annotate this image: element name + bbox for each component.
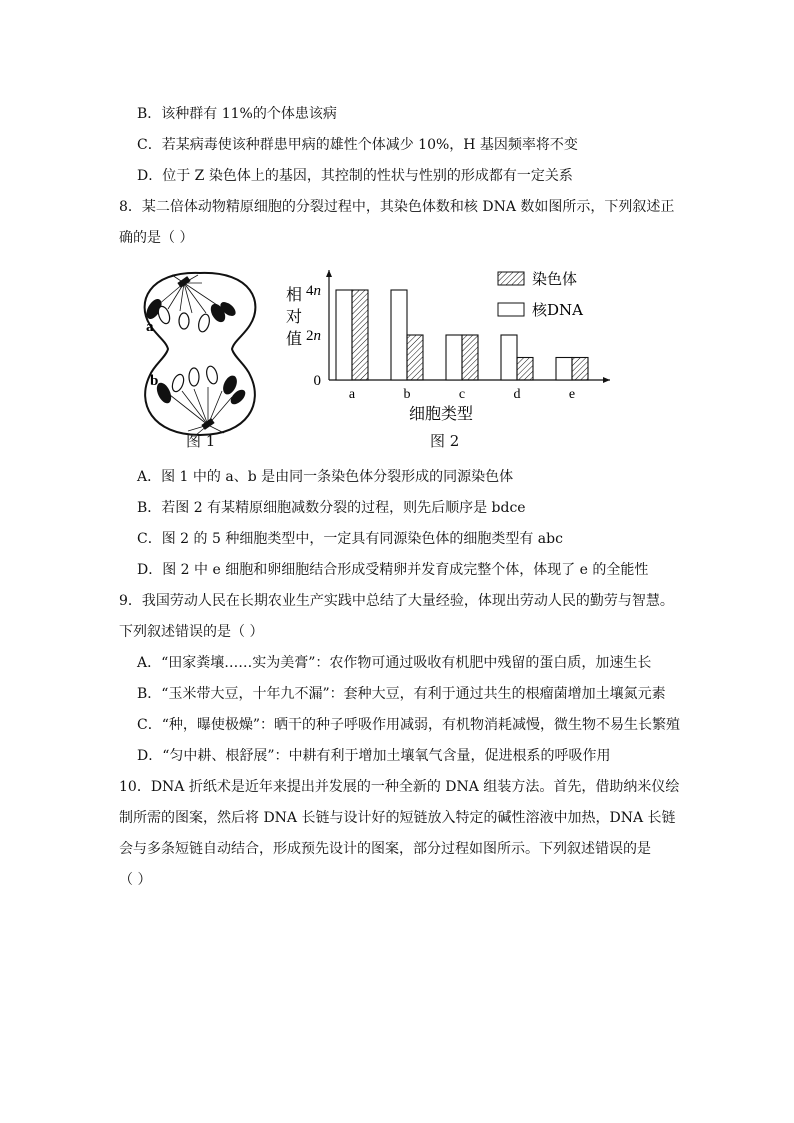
label-b: b bbox=[150, 373, 159, 389]
q8-option-a: A．图 1 中的 a、b 是由同一条染色体分裂形成的同源染色体 bbox=[137, 469, 514, 485]
bar-chromosome-e bbox=[572, 358, 588, 381]
q8-option-b: B．若图 2 有某精原细胞减数分裂的过程，则先后顺序是 bdce bbox=[137, 500, 526, 516]
legend-swatch-dna bbox=[498, 303, 524, 316]
q9-option-b: B．“玉米带大豆，十年九不漏”：套种大豆，有利于通过共生的根瘤菌增加土壤氮元素 bbox=[137, 686, 666, 702]
label-a: a bbox=[146, 319, 154, 335]
q9-option-c: C．“种，曝使极燥”：晒干的种子呼吸作用减弱，有机物消耗减慢，微生物不易生长繁殖 bbox=[137, 717, 681, 733]
bar-dna-d bbox=[501, 335, 517, 380]
legend-label-chromosome: 染色体 bbox=[532, 270, 578, 288]
q7-option-d: D．位于 Z 染色体上的基因，其控制的性状与性别的形成都有一定关系 bbox=[137, 168, 573, 184]
bar-dna-b bbox=[391, 290, 407, 380]
q9-option-d: D．“匀中耕、根舒展”：中耕有利于增加土壤氧气含量，促进根系的呼吸作用 bbox=[137, 748, 611, 764]
x-axis-label: 细胞类型 bbox=[408, 404, 474, 423]
cell-membrane bbox=[145, 273, 256, 435]
q7-option-b: B．该种群有 11%的个体患该病 bbox=[137, 106, 337, 122]
figure2-bar-chart bbox=[276, 260, 626, 456]
q10-line1: 10．DNA 折纸术是近年来提出并发展的一种全新的 DNA 组装方法。首先，借助纳米仪绘 bbox=[119, 779, 680, 795]
q8-stem-line1: 8．某二倍体动物精原细胞的分裂过程中，其染色体数和核 DNA 数如图所示，下列叙述正 bbox=[119, 199, 675, 215]
bar-chromosome-d bbox=[517, 358, 533, 381]
figure1-cell-diagram bbox=[128, 263, 273, 453]
y-tick-label-0: 4n bbox=[306, 283, 321, 299]
q9-stem-line2: 下列叙述错误的是（ ） bbox=[119, 624, 264, 640]
q9-stem-line1: 9．我国劳动人民在长期农业生产实践中总结了大量经验，体现出劳动人民的勤劳与智慧。 bbox=[119, 593, 674, 609]
lower-spindle bbox=[170, 387, 232, 435]
x-tick-label-b: b bbox=[403, 387, 411, 402]
bar-chromosome-b bbox=[407, 335, 423, 380]
y-axis-arrow bbox=[326, 270, 332, 277]
upper-chromosomes bbox=[143, 296, 238, 333]
q8-option-d: D．图 2 中 e 细胞和卵细胞结合形成受精卵并发育成完整个体，体现了 e 的全能性 bbox=[137, 562, 649, 578]
x-tick-label-a: a bbox=[348, 387, 356, 402]
q8-option-c: C．图 2 的 5 种细胞类型中，一定具有同源染色体的细胞类型有 abc bbox=[137, 531, 563, 547]
y-tick-label-1: 2n bbox=[306, 328, 321, 344]
bar-dna-a bbox=[336, 290, 352, 380]
figure2-caption: 图 2 bbox=[430, 432, 460, 450]
legend-label-dna: 核DNA bbox=[532, 301, 583, 319]
bar-dna-e bbox=[556, 358, 572, 381]
bar-chromosome-a bbox=[352, 290, 368, 380]
bar-dna-c bbox=[446, 335, 462, 380]
q7-option-c: C．若某病毒使该种群患甲病的雄性个体减少 10%，H 基因频率将不变 bbox=[137, 137, 578, 153]
q10-line4: （ ） bbox=[119, 872, 152, 888]
q10-line2: 制所需的图案，然后将 DNA 长链与设计好的短链放入特定的碱性溶液中加热，DNA 长链 bbox=[119, 810, 676, 826]
chart-legend bbox=[498, 270, 583, 319]
q9-option-a: A．“田家粪壤……实为美膏”：农作物可通过吸收有机肥中残留的蛋白质，加速生长 bbox=[137, 655, 652, 671]
y-tick-label-2: 0 bbox=[313, 373, 321, 389]
x-axis-arrow bbox=[603, 377, 610, 383]
x-tick-label-e: e bbox=[568, 387, 576, 402]
figure1-caption: 图 1 bbox=[186, 432, 216, 450]
q8-stem-line2: 确的是（ ） bbox=[119, 230, 194, 246]
y-axis-label-char: 相 bbox=[286, 285, 303, 304]
lower-chromosomes bbox=[154, 365, 248, 407]
q10-line3: 会与多条短链自动结合，形成预先设计的图案，部分过程如图所示。下列叙述错误的是 bbox=[119, 841, 651, 857]
bar-chromosome-c bbox=[462, 335, 478, 380]
x-tick-label-d: d bbox=[513, 387, 521, 402]
x-tick-label-c: c bbox=[458, 387, 466, 402]
y-axis-label-char: 对 bbox=[286, 307, 303, 326]
legend-swatch-chromosome bbox=[498, 272, 524, 285]
y-axis-label-char: 值 bbox=[286, 329, 303, 348]
